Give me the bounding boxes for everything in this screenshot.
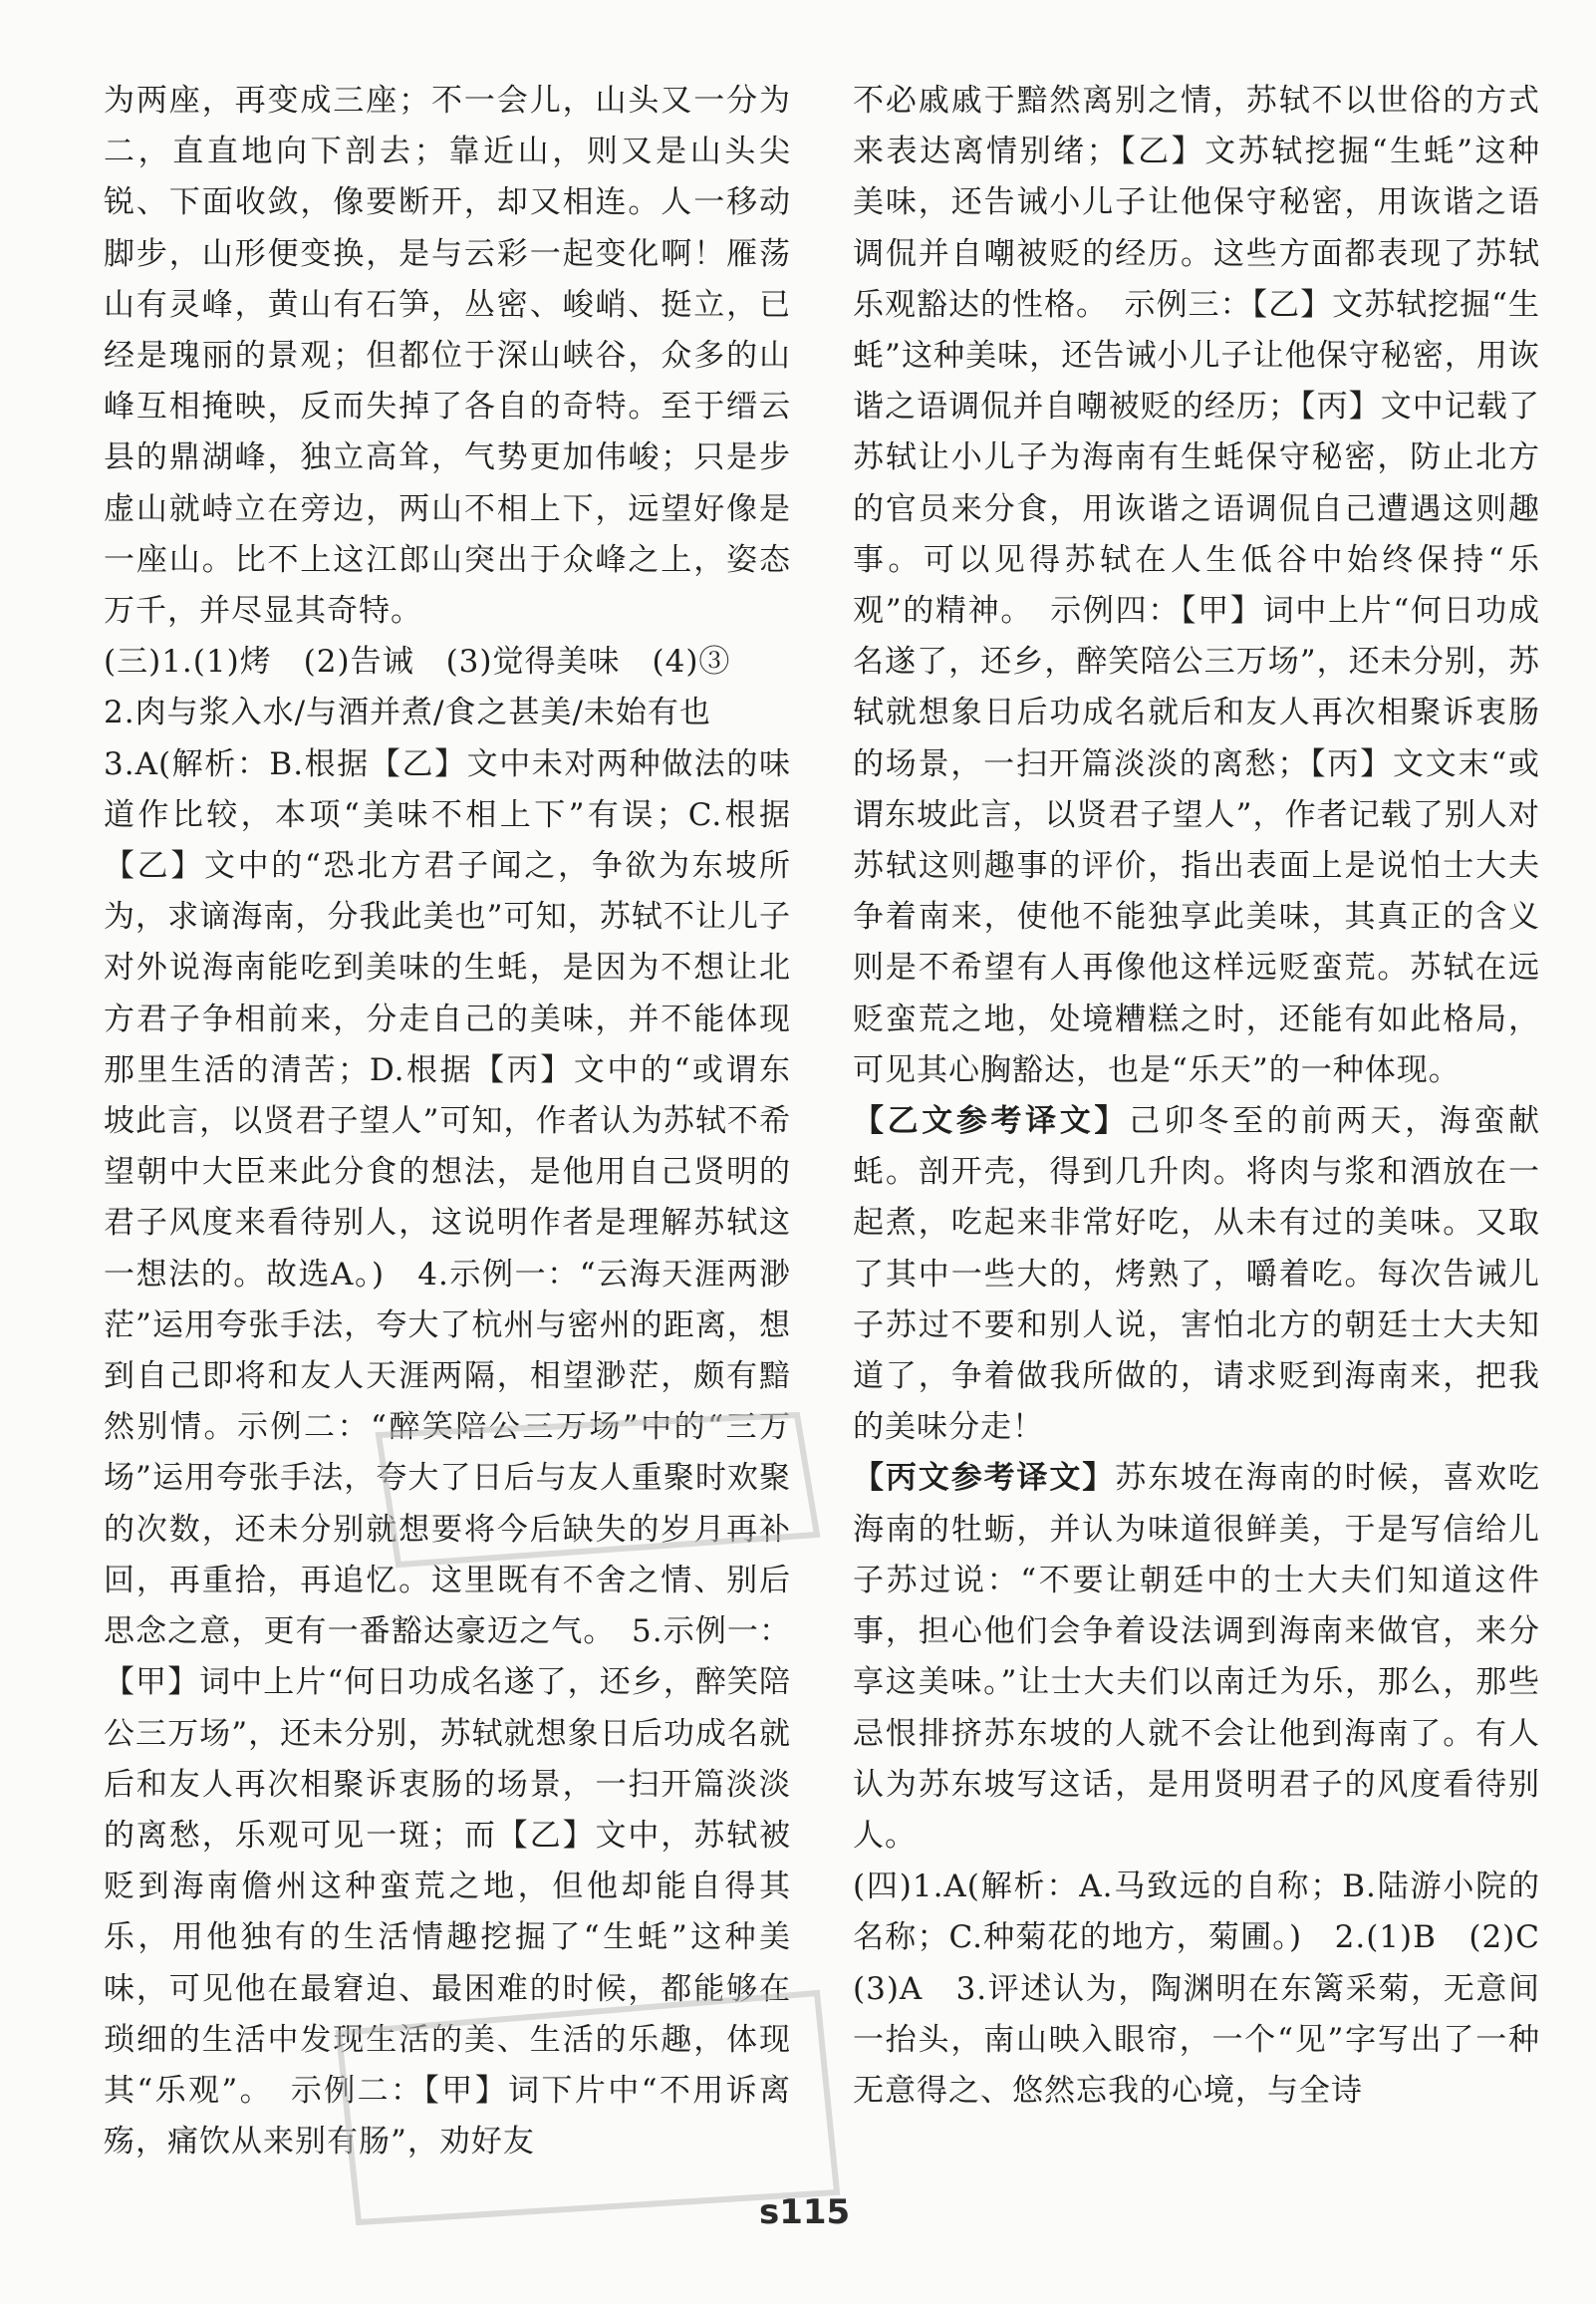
left-column [104,76,791,2167]
section-three-q3-q5: 3.A(解析：B.根据【乙】文中未对两种做法的味道作比较，本项“美味不相上下”有误；C.根据【乙】文中的“恐北方君子闻之，争欲为东坡所为，求谪海南，分我此美也”可知，苏轼不让儿子对外说海南能吃到美味的生蚝，是因为不想让北方君子争相前来，分走自己的美味，并不能体现那里生活的清苦；D.根据【丙】文中的“或谓东坡此言，以贤君子望人”可知，作者认为苏轼不希望朝中大臣来此分食的想法，是他用自己贤明的君子风度来看待别人，这说明作者是理解苏轼这一想法的。故选A。) 4.示例一：“云海天涯两渺茫”运用夸张手法，夸大了杭州与密州的距离，想到自己即将和友人天涯两隔，相望渺茫，颇有黯然别情。示例二：“醉笑陪公三万场”中的“三万场”运用夸张手法，夸大了日后与友人重聚时欢聚的次数，还未分别就想要将今后缺失的岁月再补回，再重拾，再追忆。这里既有不舍之情、别后思念之意，更有一番豁达豪迈之气。 5.示例一：【甲】词中上片“何日功成名遂了，还乡，醉笑陪公三万场”，还未分别，苏轼就想象日后功成名就后和友人再次相聚诉衷肠的场景，一扫开篇淡淡的离愁，乐观可见一斑；而【乙】文中，苏轼被贬到海南儋州这种蛮荒之地，但他却能自得其乐，用他独有的生活情趣挖掘了“生蚝”这种美味，可见他在最窘迫、最困难的时候，都能够在琐细的生活中发现生活的美、生活的乐趣，体现其“乐观”。 示例二：【甲】词下片中“不用诉离殇，痛饮从来别有肠”，劝好友 [104,745,791,2160]
translation-continued: 为两座，再变成三座；不一会儿，山头又一分为二，直直地向下剖去；靠近山，则又是山头尖锐、下面收敛，像要断开，却又相连。人一移动脚步，山形便变换，是与云彩一起变化啊！雁荡山有灵峰，黄山有石笋，丛密、峻峭、挺立，已经是瑰丽的景观；但都位于深山峡谷，众多的山峰互相掩映，反而失掉了各自的奇特。至于缙云县的鼎湖峰，独立高耸，气势更加伟峻；只是步虚山就峙立在旁边，两山不相上下，远望好像是一座山。比不上这江郎山突出于众峰之上，姿态万千，并尽显其奇特。 [104,83,791,630]
bing-translation-text: 苏东坡在海南的时候，喜欢吃海南的牡蛎，并认为味道很鲜美，于是写信给儿子苏过说：“不要让朝廷中的士大夫们知道这件事，担心他们会争着设法调到海南来做官，来分享这美味。”让士大夫们以南迁为乐，那么，那些忌恨排挤苏东坡的人就不会让他到海南了。有人认为苏东坡写这话，是用贤明君子的风度看待别人。 [853,1460,1541,1854]
yi-translation-text: 己卯冬至的前两天，海蛮献蚝。剖开壳，得到几升肉。将肉与浆和酒放在一起煮，吃起来非常好吃，从未有过的美味。又取了其中一些大的，烤熟了，嚼着吃。每次告诫儿子苏过不要和别人说，害怕北方的朝廷士大夫知道了，争着做我所做的，请求贬到海南来，把我的美味分走！ [853,1103,1541,1446]
section-three-q2: 2.肉与浆入水/与酒并煮/食之甚美/未始有也 [104,695,711,731]
answer-continued: 不必戚戚于黯然离别之情，苏轼不以世俗的方式来表达离情别绪；【乙】文苏轼挖掘“生蚝”这种美味，还告诫小儿子让他保守秘密，用诙谐之语调侃并自嘲被贬的经历。这些方面都表现了苏轼乐观豁达的性格。 示例三：【乙】文苏轼挖掘“生蚝”这种美味，还告诫小儿子让他保守秘密，用诙谐之语调侃并自嘲被贬的经历；【丙】文中记载了苏轼让小儿子为海南有生蚝保守秘密，防止北方的官员来分食，用诙谐之语调侃自己遭遇这则趣事。可以见得苏轼在人生低谷中始终保持“乐观”的精神。 示例四：【甲】词中上片“何日功成名遂了，还乡，醉笑陪公三万场”，还未分别，苏轼就想象日后功成名就后和友人再次相聚诉衷肠的场景，一扫开篇淡淡的离愁；【丙】文文末“或谓东坡此言，以贤君子望人”，作者记载了别人对苏轼这则趣事的评价，指出表面上是说怕士大夫争着南来，使他不能独享此美味，其真正的含义则是不希望有人再像他这样远贬蛮荒。苏轼在远贬蛮荒之地，处境糟糕之时，还能有如此格局，可见其心胸豁达，也是“乐天”的一种体现。 [853,83,1540,1088]
yi-translation [853,1096,1540,1453]
bing-translation-heading: 【丙文参考译文】 [853,1460,1116,1497]
yi-translation-heading: 【乙文参考译文】 [853,1103,1130,1140]
bing-translation [853,1453,1540,1862]
section-three-q1: (三)1.(1)烤 (2)告诫 (3)觉得美味 (4)③ [104,644,731,681]
section-four-answers: (四)1.A(解析：A.马致远的自称；B.陆游小院的名称；C.种菊花的地方，菊圃。) 2.(1)B (2)C (3)A 3.评述认为，陶渊明在东篱采菊，无意间一抬头，南山映入眼帘，一个“见”字写出了一种无意得之、悠然忘我的心境，与全诗 [853,1869,1572,2109]
right-column [853,76,1572,2117]
page-number: s115 [759,2192,851,2232]
